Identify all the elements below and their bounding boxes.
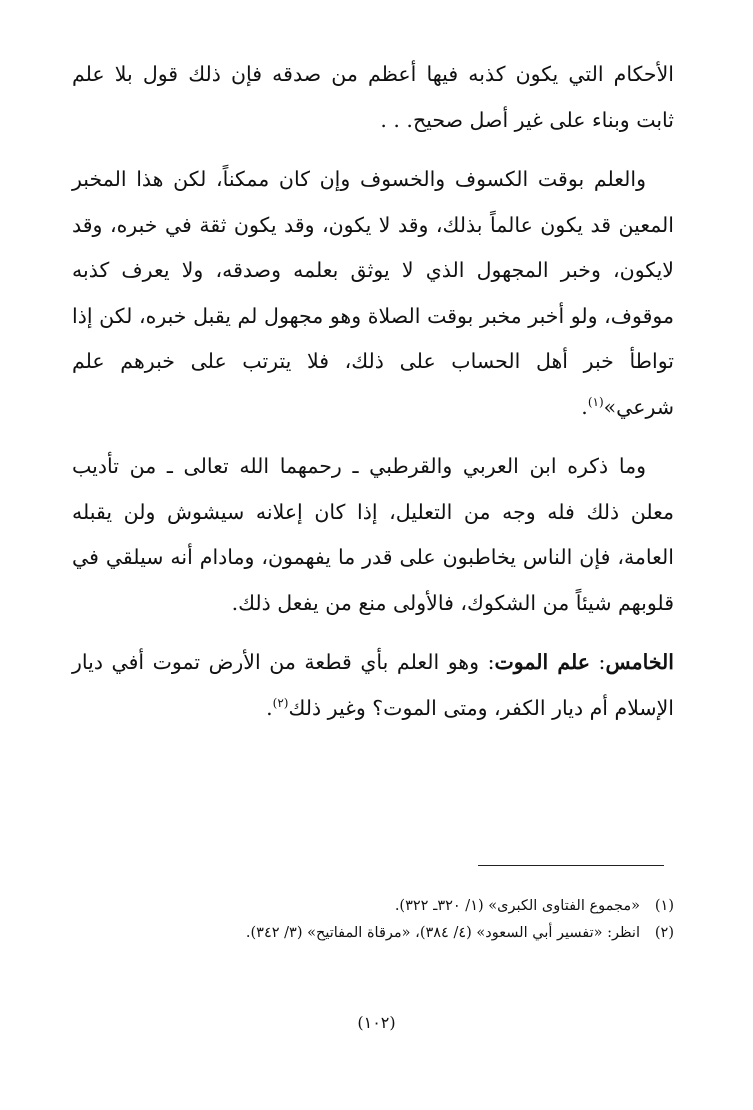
section-title: علم الموت <box>494 650 590 674</box>
paragraph-4-end: . <box>266 695 273 720</box>
paragraph-4 <box>72 640 674 731</box>
footnote-2-text: انظر: «تفسير أبي السعود» (٤/ ٣٨٤)، «مرقاة المفاتيح» (٣/ ٣٤٢). <box>245 925 640 941</box>
footnote-2 <box>180 920 674 947</box>
paragraph-4-text: وهو العلم بأي قطعة من الأرض تموت أفي ديار الإسلام أم ديار الكفر، ومتى الموت؟ وغير ذلك <box>72 650 674 720</box>
paragraph-2 <box>72 157 674 430</box>
footnote-divider <box>478 865 664 866</box>
section-colon-1: : <box>590 650 606 674</box>
page-number: (١٠٢) <box>357 1013 396 1032</box>
footnote-1-number: (١) <box>654 898 674 914</box>
paragraph-1 <box>72 52 674 143</box>
footnote-ref-2[interactable]: (٢) <box>272 695 289 710</box>
footnote-ref-1[interactable]: (١) <box>587 394 604 409</box>
section-colon-2: : <box>479 650 495 674</box>
footnotes <box>180 893 674 947</box>
body-text <box>72 52 674 745</box>
paragraph-2-end: . <box>581 394 588 419</box>
footnote-1-text: «مجموع الفتاوى الكبرى» (١/ ٣٢٠ـ ٣٢٢). <box>394 898 640 914</box>
footnote-1 <box>180 893 674 920</box>
paragraph-1-text: الأحكام التي يكون كذبه فيها أعظم من صدقه فإن ذلك قول بلا علم ثابت وبناء على غير أصل صحيح. . . <box>72 62 674 132</box>
section-label: الخامس <box>605 650 674 674</box>
paragraph-3 <box>72 444 674 626</box>
footnote-2-number: (٢) <box>654 925 674 941</box>
paragraph-2-text: والعلم بوقت الكسوف والخسوف وإن كان ممكناً، لكن هذا المخبر المعين قد يكون عالماً بذلك، وقد لا يكون، وقد يكون ثقة في خبره، وقد لايكون، وخبر المجهول الذي لا يوثق بعلمه وصدقه، ولا يعرف كذبه موقوف، ولو أخبر مخبر بوقت الصلاة وهو مجهول لم يقبل خبره، لكن إذا تواطأ خبر أهل الحساب على ذلك، فلا يترتب على خبرهم علم شرعي» <box>72 167 674 419</box>
paragraph-3-text: وما ذكره ابن العربي والقرطبي ـ رحمهما الله تعالى ـ من تأديب معلن ذلك فله وجه من التعليل، إذا كان إعلانه سيشوش ولن يقبله العامة، فإن الناس يخاطبون على قدر ما يفهمون، ومادام أنه سيلقي في قلوبهم شيئاً من الشكوك، فالأولى منع من يفعل ذلك. <box>72 454 674 615</box>
